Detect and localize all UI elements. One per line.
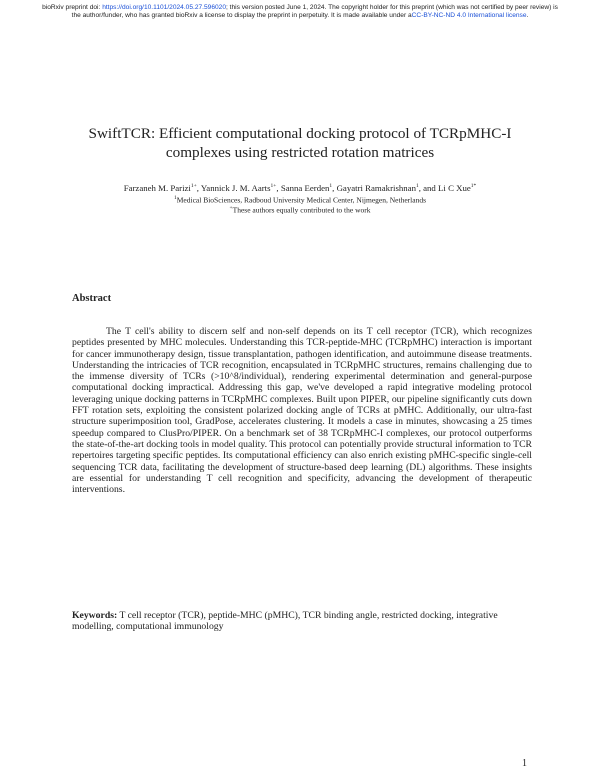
paper-title — [40, 124, 560, 162]
title-line-1: SwiftTCR: Efficient computational docking protocol of TCRpMHC-I — [88, 125, 512, 142]
author-name: Yannick J. M. Aarts — [200, 182, 271, 193]
preprint-prefix: bioRxiv preprint doi: — [42, 4, 103, 11]
abstract-heading: Abstract — [72, 293, 112, 304]
author-name: Gayatri Ramakrishnan — [336, 182, 416, 193]
author-name: Sanna Eerden — [280, 182, 330, 193]
title-line-2: complexes using restricted rotation matrices — [165, 144, 435, 161]
doi-link[interactable]: https://doi.org/10.1101/2024.05.27.596020 — [102, 4, 226, 11]
equal-text: These authors equally contributed to the work — [232, 205, 371, 215]
affiliation-text: Medical BioSciences, Radboud University Medical Center, Nijmegen, Netherlands — [176, 195, 426, 205]
affiliation-mark: 1 — [174, 195, 177, 201]
author-list: Farzaneh M. Parizi$^{1+}$, Yannick J. M. Aarts$^{1+}$, Sanna Eerden$^1$, Gayatri Ramakrishnan$^1$, and Li C Xue$^{1*}$ — [123, 182, 477, 193]
abstract-body: The T cell's ability to discern self and non-self depends on its T cell receptor (TCR), which recognizes peptides presented by MHC molecules. Understanding this TCR-peptide-MHC (TCRpMHC) interaction is important for cancer immunotherapy design, tissue transplantation, pathogen identification, and autoimmune disease treatments. Understanding the intricacies of TCR recognition, encapsulated in TCRpMHC structures, remains challenging due to the immense diversity of TCRs (>10^8/individual), rendering experimental determination and general-purpose computational docking impractical. Addressing this gap, we've developed a rapid integrative modeling protocol leveraging unique docking patterns in TCRpMHC complexes. Built upon PIPER, our pipeline significantly cuts down FFT rotation sets, exploiting the consistent polarized docking angle of TCRs at pMHC. Additionally, our ultra-fast structure superimposition tool, GradPose, accelerates clustering. It models a case in minutes, showcasing a 25 times speedup compared to ClusPro/PIPER. On a benchmark set of 38 TCRpMHC-I complexes, our protocol outperforms the state-of-the-art docking tools in model quality. This protocol can potentially provide structural information to TCR repertoires targeting specific peptides. Its computational efficiency can also enrich existing pMHC-specific single-cell sequencing TCR data, facilitating the development of structure-based deep learning (DL) algorithms. These insights are essential for understanding T cell recognition and specificity, advancing the development of therapeutic interventions. — [72, 326, 532, 496]
equal-contribution-note — [30, 204, 570, 215]
keywords-text: T cell receptor (TCR), peptide-MHC (pMHC), TCR binding angle, restricted docking, integrative modelling, computational immunology — [72, 610, 498, 633]
author-name: Farzaneh M. Parizi — [123, 182, 191, 193]
affiliation-1 — [30, 194, 570, 205]
author-mark: 1+ — [190, 183, 197, 189]
preprint-header — [40, 4, 560, 21]
author-name: Li C Xue — [438, 182, 471, 193]
preprint-suffix: . — [526, 12, 529, 20]
keywords — [72, 610, 532, 633]
preprint-notice: ; this version posted June 1, 2024. The copyright holder for this preprint (which was not certified by peer review) is the author/funder, who has granted bioRxiv a license to display the preprint in perpetuity. It is made available under a — [71, 4, 558, 20]
equal-mark: + — [229, 205, 233, 211]
author-mark: 1 — [415, 183, 419, 189]
author-mark: 1* — [470, 183, 477, 189]
page-number: 1 — [522, 758, 527, 769]
author-mark: 1 — [329, 183, 333, 189]
license-link[interactable]: CC-BY-NC-ND 4.0 International license — [411, 12, 527, 20]
author-mark: 1+ — [270, 183, 277, 189]
keywords-label: Keywords: — [72, 610, 118, 621]
